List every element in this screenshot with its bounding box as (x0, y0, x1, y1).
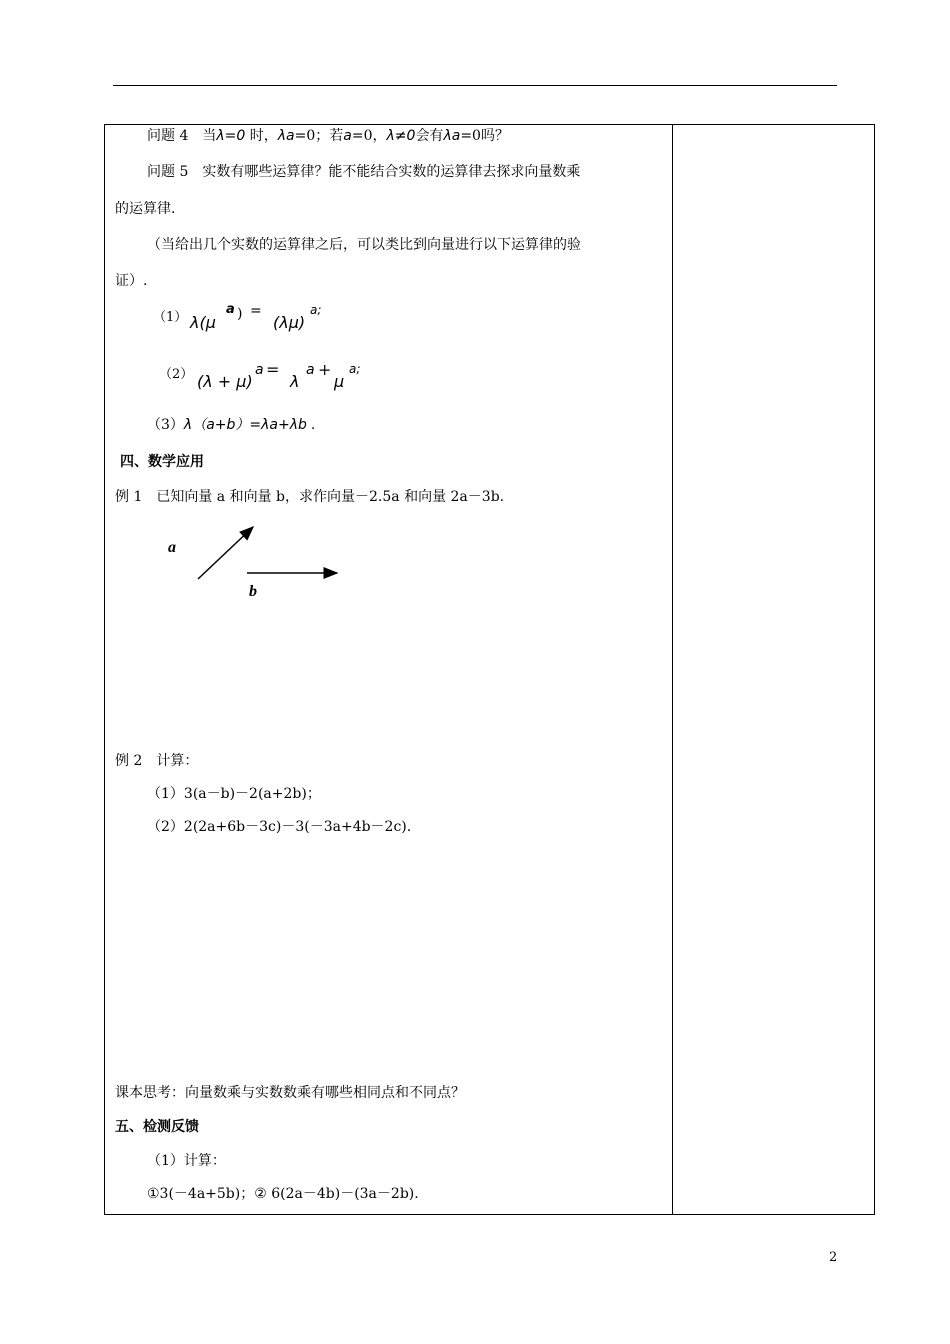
law2-lambda: λ (290, 372, 300, 391)
q4-prefix: 问题 4 当 (147, 128, 217, 144)
note-line1: （当给出几个实数的运算律之后，可以类比到向量进行以下运算律的验 (147, 237, 581, 253)
calc-title: （1）计算： (147, 1153, 226, 1169)
vector-figure (190, 520, 350, 590)
q4-lambda-ne: λ≠0 (386, 128, 416, 144)
law1-a2: a; (310, 303, 322, 317)
law2-eq: = (266, 360, 280, 379)
law2-plus: + (318, 360, 332, 379)
vector-a-arrow (198, 527, 253, 579)
law1-paren: ) (237, 306, 243, 322)
table-column-divider (672, 124, 673, 1215)
example-2-title: 例 2 计算： (115, 753, 199, 769)
law1-rhs: (λμ) (273, 313, 306, 332)
example-2-part1: （1）3(a－b)－2(a+2b)； (147, 786, 321, 802)
calc-items: ①3(－4a+5b)；② 6(2a－4b)－(3a－2b). (147, 1186, 419, 1202)
law2-num: （2） (159, 367, 194, 382)
law3-num: （3） (147, 417, 184, 433)
page-number: 2 (829, 1250, 838, 1265)
q4-mid4: 会有 (415, 128, 444, 144)
law2-a2: a (306, 362, 315, 378)
textbook-thinking: 课本思考：向量数乘与实数数乘有哪些相同点和不同点？ (115, 1085, 465, 1101)
law1-num: （1） (153, 310, 188, 325)
vector-a-label: a (168, 539, 176, 556)
law2-lhs: (λ + μ) (197, 372, 253, 391)
law2-a1: a (255, 362, 264, 378)
vector-b-label: b (249, 583, 257, 600)
section-5-heading: 五、检测反馈 (115, 1119, 199, 1135)
question-4 (147, 127, 509, 145)
example-1: 例 1 已知向量 a 和向量 b，求作向量－2.5a 和向量 2a－3b. (115, 489, 505, 505)
q4-end: =0吗？ (460, 128, 509, 144)
question-5-line1: 问题 5 实数有哪些运算律？能不能结合实数的运算律去探求向量数乘 (147, 164, 581, 180)
law2-a3: a; (349, 362, 361, 376)
q4-mid3: =0， (351, 128, 387, 144)
law3-text: λ（a+b）=λa+λb . (183, 417, 316, 433)
q4-mid2: =0；若 (294, 128, 344, 144)
q4-mid1: 时， (245, 128, 278, 144)
law-3 (147, 416, 316, 434)
lesson-table (104, 124, 875, 1215)
question-5-line2: 的运算律. (115, 201, 176, 217)
law1-eq: = (250, 303, 262, 319)
law1-a1: a (226, 302, 235, 317)
section-4-heading: 四、数学应用 (120, 454, 204, 470)
law1-lhs: λ(μ (190, 313, 216, 332)
example-2-part2: （2）2(2a+6b－3c)－3(－3a+4b－2c). (147, 819, 412, 835)
q4-lambda-a-2: λa (443, 128, 461, 144)
q4-lambda-zero: λ=0 (216, 128, 246, 144)
header-rule (113, 85, 837, 86)
q4-a: a (343, 128, 352, 144)
q4-lambda-a: λa (277, 128, 295, 144)
note-line2: 证）. (115, 273, 148, 289)
law2-mu: μ (334, 372, 345, 391)
